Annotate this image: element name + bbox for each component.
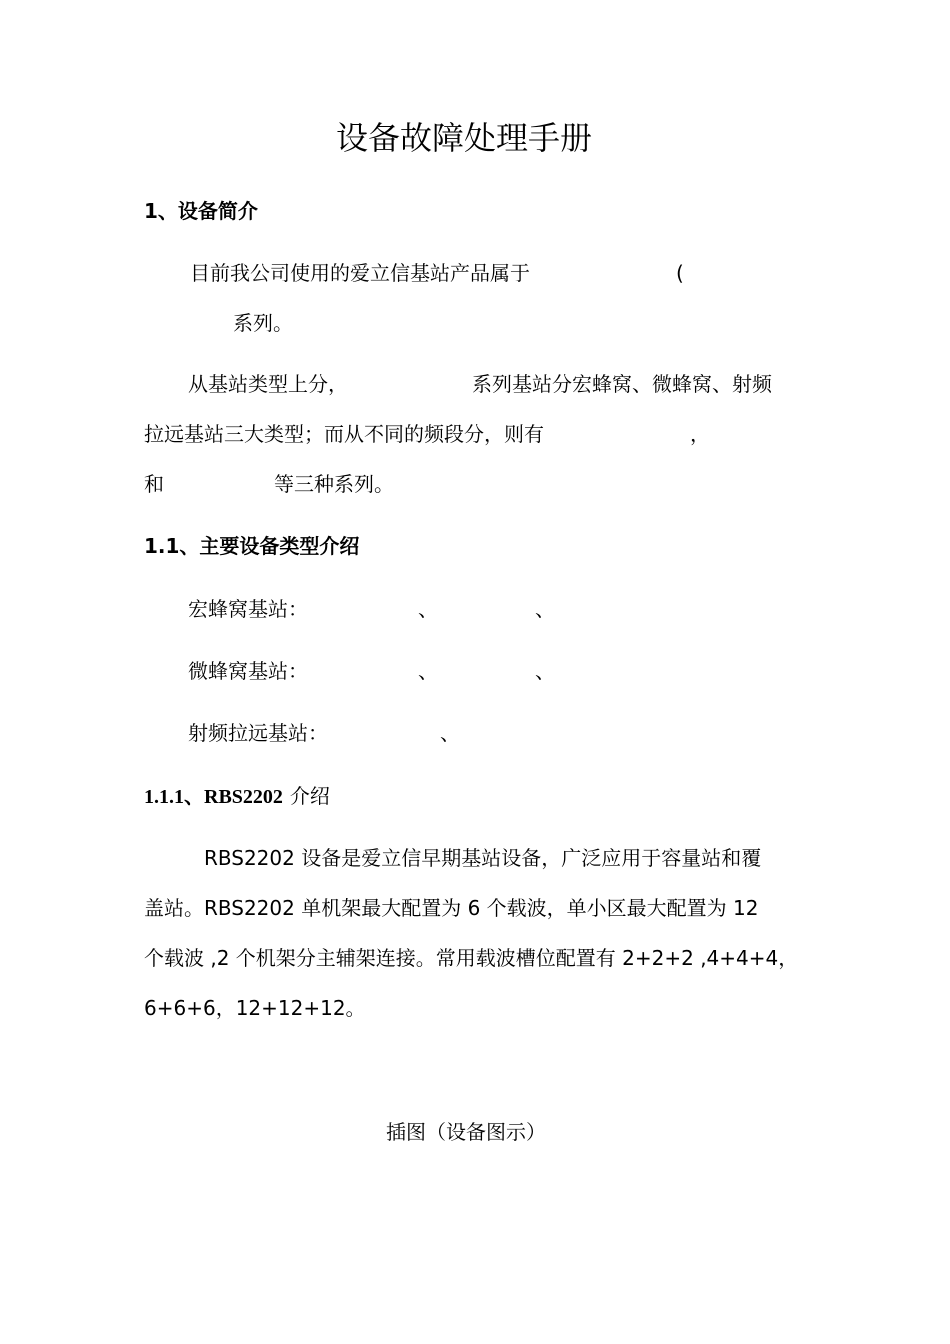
- list-separator: 、: [535, 659, 555, 683]
- intro-text: 目前我公司使用的爱立信基站产品属于: [190, 261, 530, 285]
- rbs2202-paragraph-line: 盖站。RBS2202 单机架最大配置为 6 个载波，单小区最大配置为 12: [144, 896, 759, 920]
- rbs2202-paragraph-line: 个载波 ,2 个机架分主辅架连接。常用载波槽位配置有 2+2+2 ,4+4+4，: [144, 946, 799, 970]
- section-1-heading: 1、设备简介: [144, 199, 258, 223]
- rbs2202-paragraph-line: RBS2202 设备是爱立信早期基站设备，广泛应用于容量站和覆: [204, 846, 762, 870]
- micro-cell-label: 微蜂窝基站：: [188, 659, 308, 683]
- section-1-1-1-heading: [144, 784, 330, 809]
- list-separator: 、: [440, 721, 460, 745]
- type-text: 等三种系列。: [274, 472, 394, 496]
- rru-label: 射频拉远基站：: [188, 721, 328, 745]
- type-text: ，: [690, 422, 710, 446]
- intro-text: 系列。: [233, 311, 293, 335]
- list-separator: 、: [418, 597, 438, 621]
- type-text: 和: [144, 472, 164, 496]
- type-text: 拉远基站三大类型；而从不同的频段分，则有: [144, 422, 544, 446]
- list-separator: 、: [535, 597, 555, 621]
- heading-text: 介绍: [289, 784, 330, 808]
- document-title: 设备故障处理手册: [336, 119, 593, 157]
- type-text: 系列基站分宏蜂窝、微蜂窝、射频: [472, 372, 772, 396]
- list-separator: 、: [418, 659, 438, 683]
- figure-caption: 插图（设备图示）: [386, 1120, 546, 1144]
- type-text: 从基站类型上分，: [188, 372, 348, 396]
- heading-model: RBS2202: [204, 786, 283, 808]
- intro-paren: (: [676, 261, 684, 285]
- rbs2202-paragraph-line: 6+6+6，12+12+12。: [144, 996, 366, 1020]
- section-1-1-heading: 1.1、主要设备类型介绍: [144, 534, 360, 558]
- macro-cell-label: 宏蜂窝基站：: [188, 597, 308, 621]
- heading-number: 1.1.1、: [144, 786, 204, 808]
